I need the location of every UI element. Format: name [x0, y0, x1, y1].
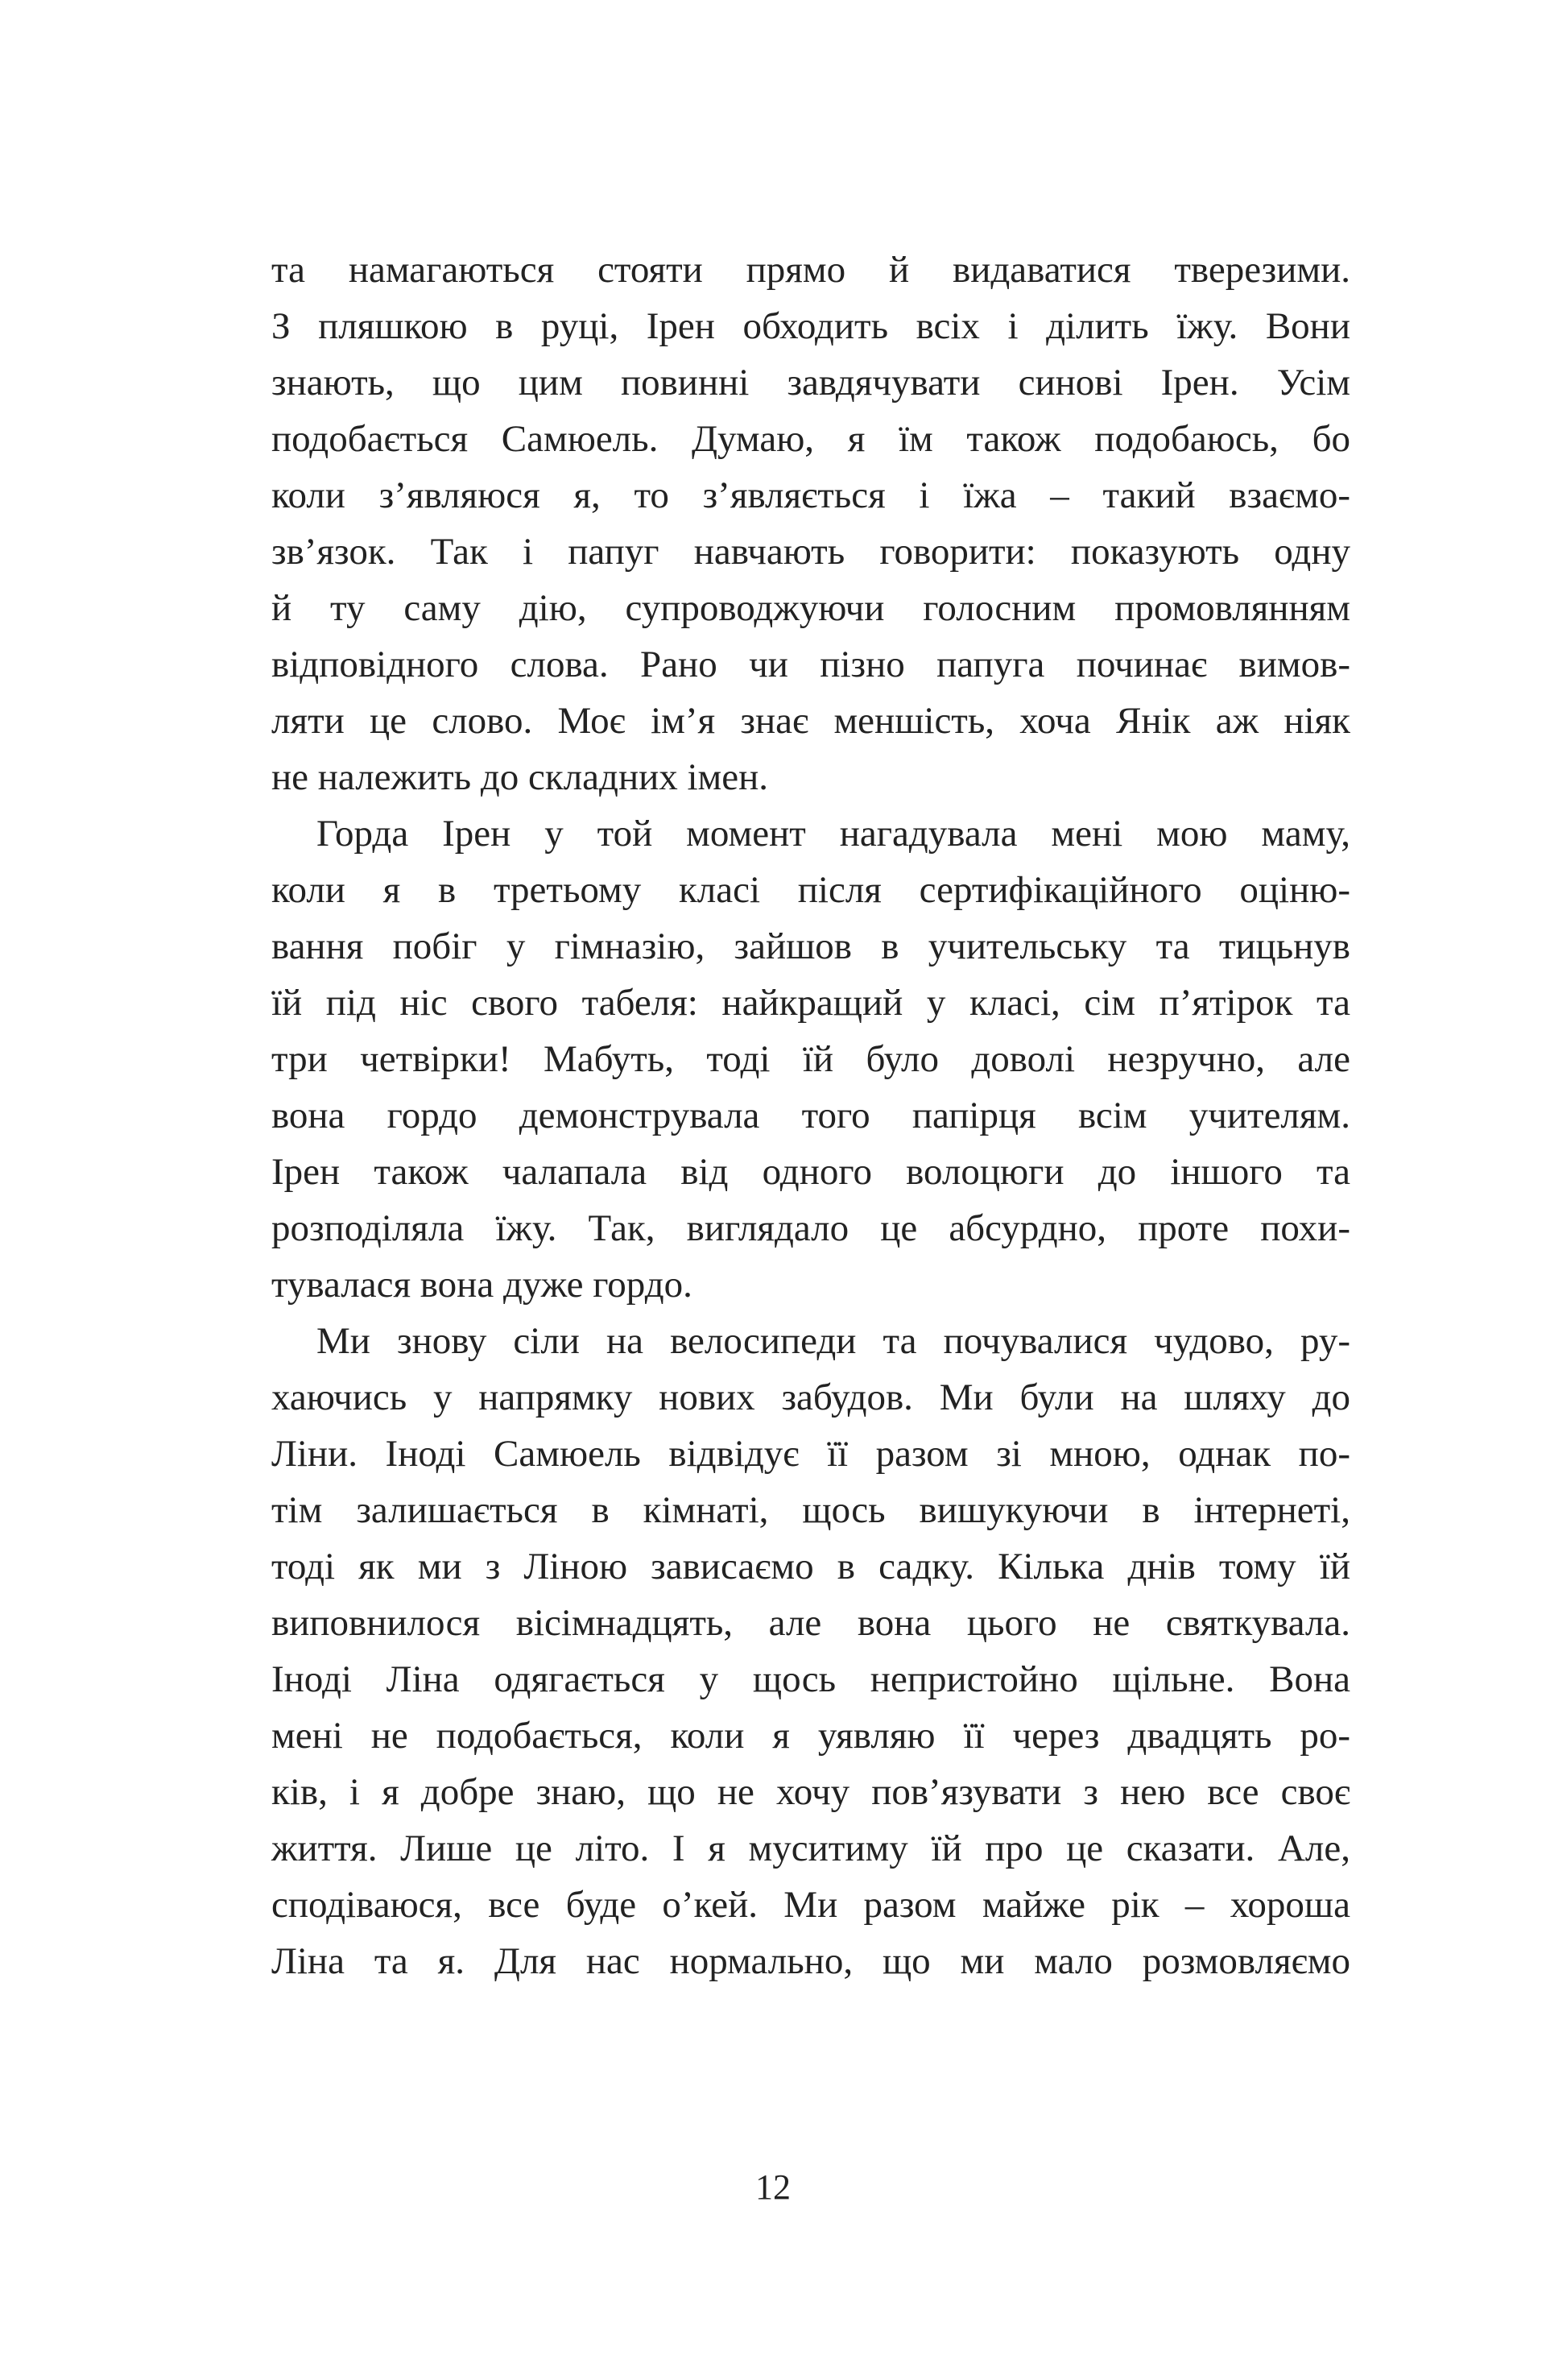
text-line: подобається Самюель. Думаю, я їм також подобаюсь, бо — [271, 418, 1350, 460]
text-line: ляти це слово. Моє ім’я знає меншість, хоча Янік аж ніяк — [271, 700, 1350, 742]
text-line: Ірен також чалапала від одного волоцюги до іншого та — [271, 1151, 1350, 1193]
text-line: знають, що цим повинні завдячувати синові Ірен. Усім — [271, 362, 1350, 404]
text-line: тувалася вона дуже гордо. — [271, 1264, 692, 1306]
text-line: мені не подобається, коли я уявляю її через двадцять ро- — [271, 1715, 1350, 1757]
body-text — [271, 242, 1350, 1989]
text-line: З пляшкою в руці, Ірен обходить всіх і ділить їжу. Вони — [271, 305, 1350, 347]
text-line: відповідного слова. Рано чи пізно папуга починає вимов- — [271, 644, 1350, 685]
text-line: Горда Ірен у той момент нагадувала мені мою маму, — [316, 813, 1350, 855]
text-line: Ліна та я. Для нас нормально, що ми мало розмовляємо — [271, 1940, 1350, 1982]
text-line: ків, і я добре знаю, що не хочу пов’язувати з нею все своє — [271, 1771, 1350, 1813]
text-line: життя. Лише це літо. І я муситиму їй про це сказати. Але, — [271, 1827, 1350, 1869]
text-line: тоді як ми з Ліною зависаємо в садку. Кілька днів тому їй — [271, 1546, 1350, 1587]
paragraph — [271, 1313, 1350, 1989]
text-line: три четвірки! Мабуть, тоді їй було доволі незручно, але — [271, 1038, 1350, 1080]
page-number: 12 — [755, 2167, 791, 2207]
text-line: та намагаються стояти прямо й видаватися тверезими. — [271, 249, 1350, 291]
text-line: виповнилося вісімнадцять, але вона цього не святкувала. — [271, 1602, 1350, 1644]
paragraph — [271, 805, 1350, 1313]
text-line: коли з’являюся я, то з’являється і їжа – такий взаємо- — [271, 474, 1350, 516]
text-line: Іноді Ліна одягається у щось непристойно щільне. Вона — [271, 1658, 1350, 1700]
text-line: хаючись у напрямку нових забудов. Ми були на шляху до — [271, 1376, 1350, 1418]
text-line: розподіляла їжу. Так, виглядало це абсурдно, проте похи- — [271, 1207, 1350, 1249]
text-line: коли я в третьому класі після сертифікаційного оціню- — [271, 869, 1350, 911]
text-line: й ту саму дію, супроводжуючи голосним промовлянням — [271, 587, 1350, 629]
text-line: зв’язок. Так і папуг навчають говорити: показують одну — [271, 531, 1350, 573]
text-line: тім залишається в кімнаті, щось вишукуючи в інтернеті, — [271, 1489, 1350, 1531]
text-line: їй під ніс свого табеля: найкращий у класі, сім п’ятірок та — [271, 982, 1350, 1024]
paragraph — [271, 242, 1350, 805]
text-line: сподіваюся, все буде о’кей. Ми разом майже рік – хороша — [271, 1884, 1350, 1926]
text-line: Ми знову сіли на велосипеди та почувалися чудово, ру- — [316, 1320, 1350, 1362]
text-line: вання побіг у гімназію, зайшов в учительську та тицьнув — [271, 925, 1350, 967]
text-line: не належить до складних імен. — [271, 756, 769, 798]
text-line: вона гордо демонструвала того папірця всім учителям. — [271, 1095, 1350, 1136]
text-line: Ліни. Іноді Самюель відвідує її разом зі мною, однак по- — [271, 1433, 1350, 1475]
